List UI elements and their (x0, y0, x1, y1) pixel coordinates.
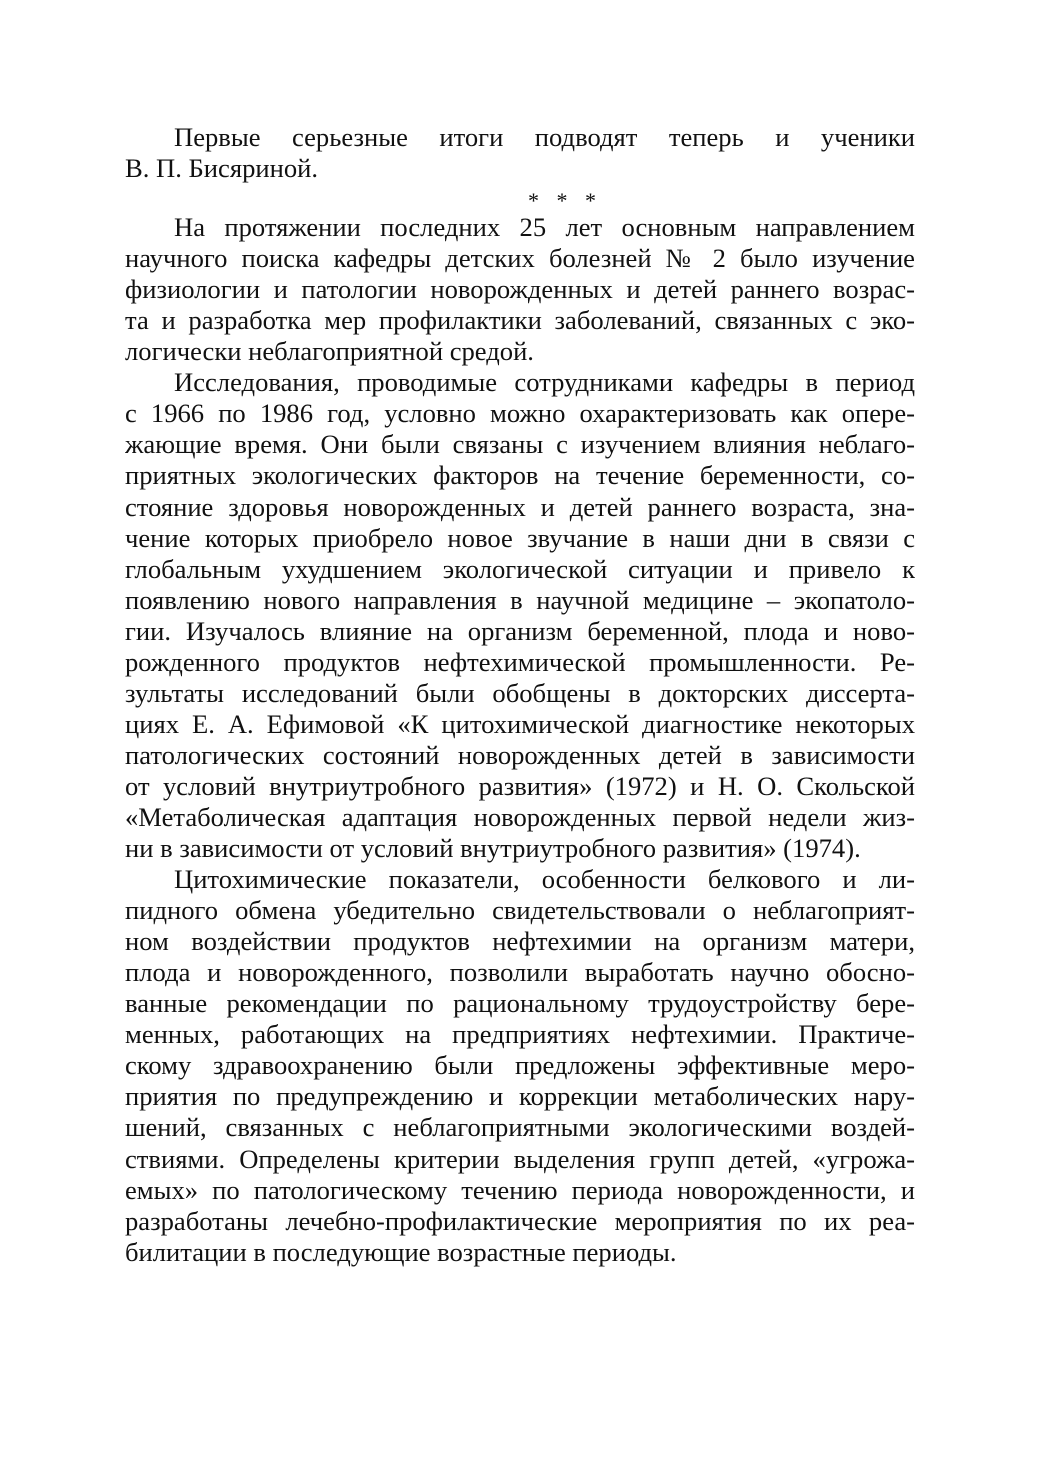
text-line: Цитохимические показатели, особенности белкового и ли- (174, 864, 915, 895)
text-line: патологических состояний новорожденных детей в зависимости (125, 739, 915, 770)
text-line: гии. Изучалось влияние на организм беременной, плода и ново- (125, 615, 915, 646)
text-line: ни в зависимости от условий внутриутробного развития» (1974). (125, 833, 861, 864)
text-line: приятных экологических факторов на течение беременности, со- (125, 460, 915, 491)
text-line: рожденного продуктов нефтехимической промышленности. Ре- (125, 646, 915, 677)
text-line: логически неблагоприятной средой. (125, 336, 534, 367)
paragraph-2 (125, 367, 915, 864)
section-separator (125, 184, 915, 212)
text-line: с 1966 по 1986 год, условно можно охарактеризовать как опере- (125, 398, 915, 429)
paragraph-3 (125, 864, 915, 1268)
text-line: плода и новорожденного, позволили выработать научно обосно- (125, 957, 915, 988)
document-page (125, 122, 915, 1268)
text-line: зультаты исследований были обобщены в докторских диссерта- (125, 677, 915, 708)
text-line: научного поиска кафедры детских болезней № 2 было изучение (125, 243, 915, 274)
text-line: менных, работающих на предприятиях нефтехимии. Практиче- (125, 1019, 915, 1050)
text-line: стояние здоровья новорожденных и детей раннего возраста, зна- (125, 491, 915, 522)
text-line: шений, связанных с неблагоприятными экологическими воздей- (125, 1112, 915, 1143)
text-line: жающие время. Они были связаны с изучением влияния неблаго- (125, 429, 915, 460)
text-line: от условий внутриутробного развития» (1972) и Н. О. Скольской (125, 770, 915, 801)
text-line: На протяжении последних 25 лет основным направлением (174, 212, 915, 243)
text-line: Первые серьезные итоги подводят теперь и ученики (174, 122, 915, 152)
text-line: та и разработка мер профилактики заболеваний, связанных с эко- (125, 305, 915, 336)
text-line: физиологии и патологии новорожденных и детей раннего возрас- (125, 274, 915, 305)
text-line: ствиями. Определены критерии выделения групп детей, «угрожа- (125, 1143, 915, 1174)
text-line: ном воздействии продуктов нефтехимии на организм матери, (125, 926, 915, 957)
text-line: появлению нового направления в научной медицине – экопатоло- (125, 584, 915, 615)
text-line: ванные рекомендации по рациональному трудоустройству бере- (125, 988, 915, 1019)
paragraph-1 (125, 212, 915, 367)
text-line: чение которых приобрело новое звучание в наши дни в связи с (125, 522, 915, 553)
text-line: В. П. Бисяриной. (125, 153, 319, 184)
paragraph-intro (125, 122, 915, 184)
text-line: циях Е. А. Ефимовой «К цитохимической диагностике некоторых (125, 708, 915, 739)
text-line: Исследования, проводимые сотрудниками кафедры в период (174, 367, 915, 398)
text-line: «Метаболическая адаптация новорожденных первой недели жиз- (125, 801, 915, 832)
text-line: скому здравоохранению были предложены эффективные меро- (125, 1050, 915, 1081)
text-line: разработаны лечебно-профилактические мероприятия по их реа- (125, 1205, 915, 1236)
text-line: приятия по предупреждению и коррекции метаболических нару- (125, 1081, 915, 1112)
text-line: билитации в последующие возрастные периоды. (125, 1236, 677, 1267)
text-line: глобальным ухудшением экологической ситуации и привело к (125, 553, 915, 584)
text-line: емых» по патологическому течению периода новорожденности, и (125, 1174, 915, 1205)
text-line: пидного обмена убедительно свидетельствовали о неблагоприят- (125, 895, 915, 926)
separator-asterisks: * * * (528, 188, 602, 214)
